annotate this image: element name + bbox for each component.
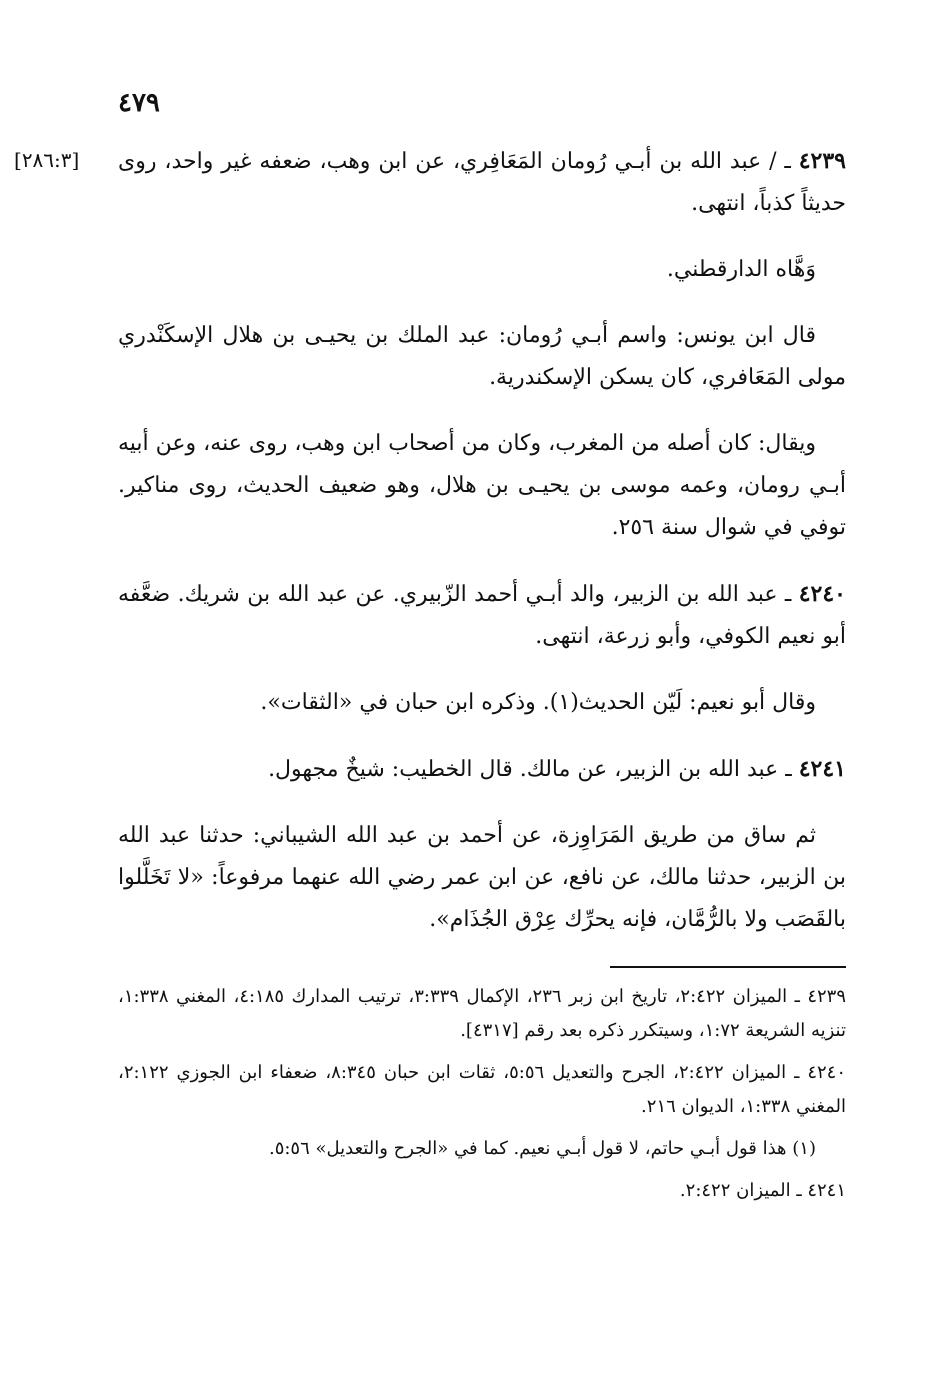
footnotes [118, 980, 846, 1216]
entry-text: ـ عبد الله بن الزبير، والد أبـي أحمد الزّبيري. عن عبد الله بن شريك. ضعَّفه أبو نعيم الكوفي، وأبو زرعة، انتهى. [118, 582, 846, 649]
entry-number: ٤٢٤٠ [798, 581, 846, 607]
entry-text: ـ / عبد الله بن أبـي رُومان المَعَافِري، عن ابن وهب، ضعفه غير واحد، روى حديثاً كذباً، انتهى. [118, 149, 846, 216]
paragraph: وقال أبو نعيم: لَيّن الحديث(١). وذكره ابن حبان في «الثقات». [260, 690, 816, 715]
footnote-4241: ٤٢٤١ ـ الميزان ٢:٤٢٢. [679, 1180, 846, 1201]
paragraph: ويقال: كان أصله من المغرب، وكان من أصحاب ابن وهب، روى عنه، وعن أبيه أبـي رومان، وعمه موسى بن يحيـى بن هلال، وهو ضعيف الحديث، روى مناكير. توفي في شوال سنة ٢٥٦. [118, 431, 846, 540]
entry-text: ـ عبد الله بن الزبير، عن مالك. قال الخطيب: شيخٌ مجهول. [268, 757, 799, 782]
paragraph: قال ابن يونس: واسم أبـي رُومان: عبد الملك بن يحيـى بن هلال الإسكَنْدري مولى المَعَافري، كان يسكن الإسكندرية. [118, 323, 846, 390]
entry-4240 [118, 573, 846, 658]
footnote-divider [610, 966, 846, 968]
main-text [118, 140, 846, 965]
page-number: ٤٧٩ [118, 88, 160, 118]
footnote-4239: ٤٢٣٩ ـ الميزان ٢:٤٢٢، تاريخ ابن زبر ٢٣٦، الإكمال ٣:٣٣٩، ترتيب المدارك ٤:١٨٥، المغني ١:٣٣٨، تنزيه الشريعة ١:٧٢، وسيتكرر ذكره بعد رقم [٤٣١٧]. [118, 986, 847, 1041]
footnote-4240: ٤٢٤٠ ـ الميزان ٢:٤٢٢، الجرح والتعديل ٥:٥٦، ثقات ابن حبان ٨:٣٤٥، ضعفاء ابن الجوزي ٢:١٢٢، المغني ١:٣٣٨، الديوان ٢١٦. [118, 1062, 847, 1117]
footnote-note-1: (١) هذا قول أبـي حاتم، لا قول أبـي نعيم. كما في «الجرح والتعديل» ٥:٥٦. [268, 1138, 816, 1159]
paragraph: ثم ساق من طريق المَرَاوِزة، عن أحمد بن عبد الله الشيباني: حدثنا عبد الله بن الزبير، حدثنا مالك، عن نافع، عن ابن عمر رضي الله عنهما مرفوعاً: «لا تَخَلَّلوا بالقَصَب ولا بالرُّمَّان، فإنه يحرِّك عِرْق الجُذَام». [118, 823, 846, 932]
entry-4241 [118, 748, 846, 791]
entry-4239 [118, 140, 846, 225]
entry-number: ٤٢٤١ [798, 756, 846, 782]
margin-reference: [٢٨٦:٣] [14, 148, 80, 172]
paragraph: وَهَّاه الدارقطني. [666, 257, 816, 282]
entry-number: ٤٢٣٩ [798, 148, 846, 174]
